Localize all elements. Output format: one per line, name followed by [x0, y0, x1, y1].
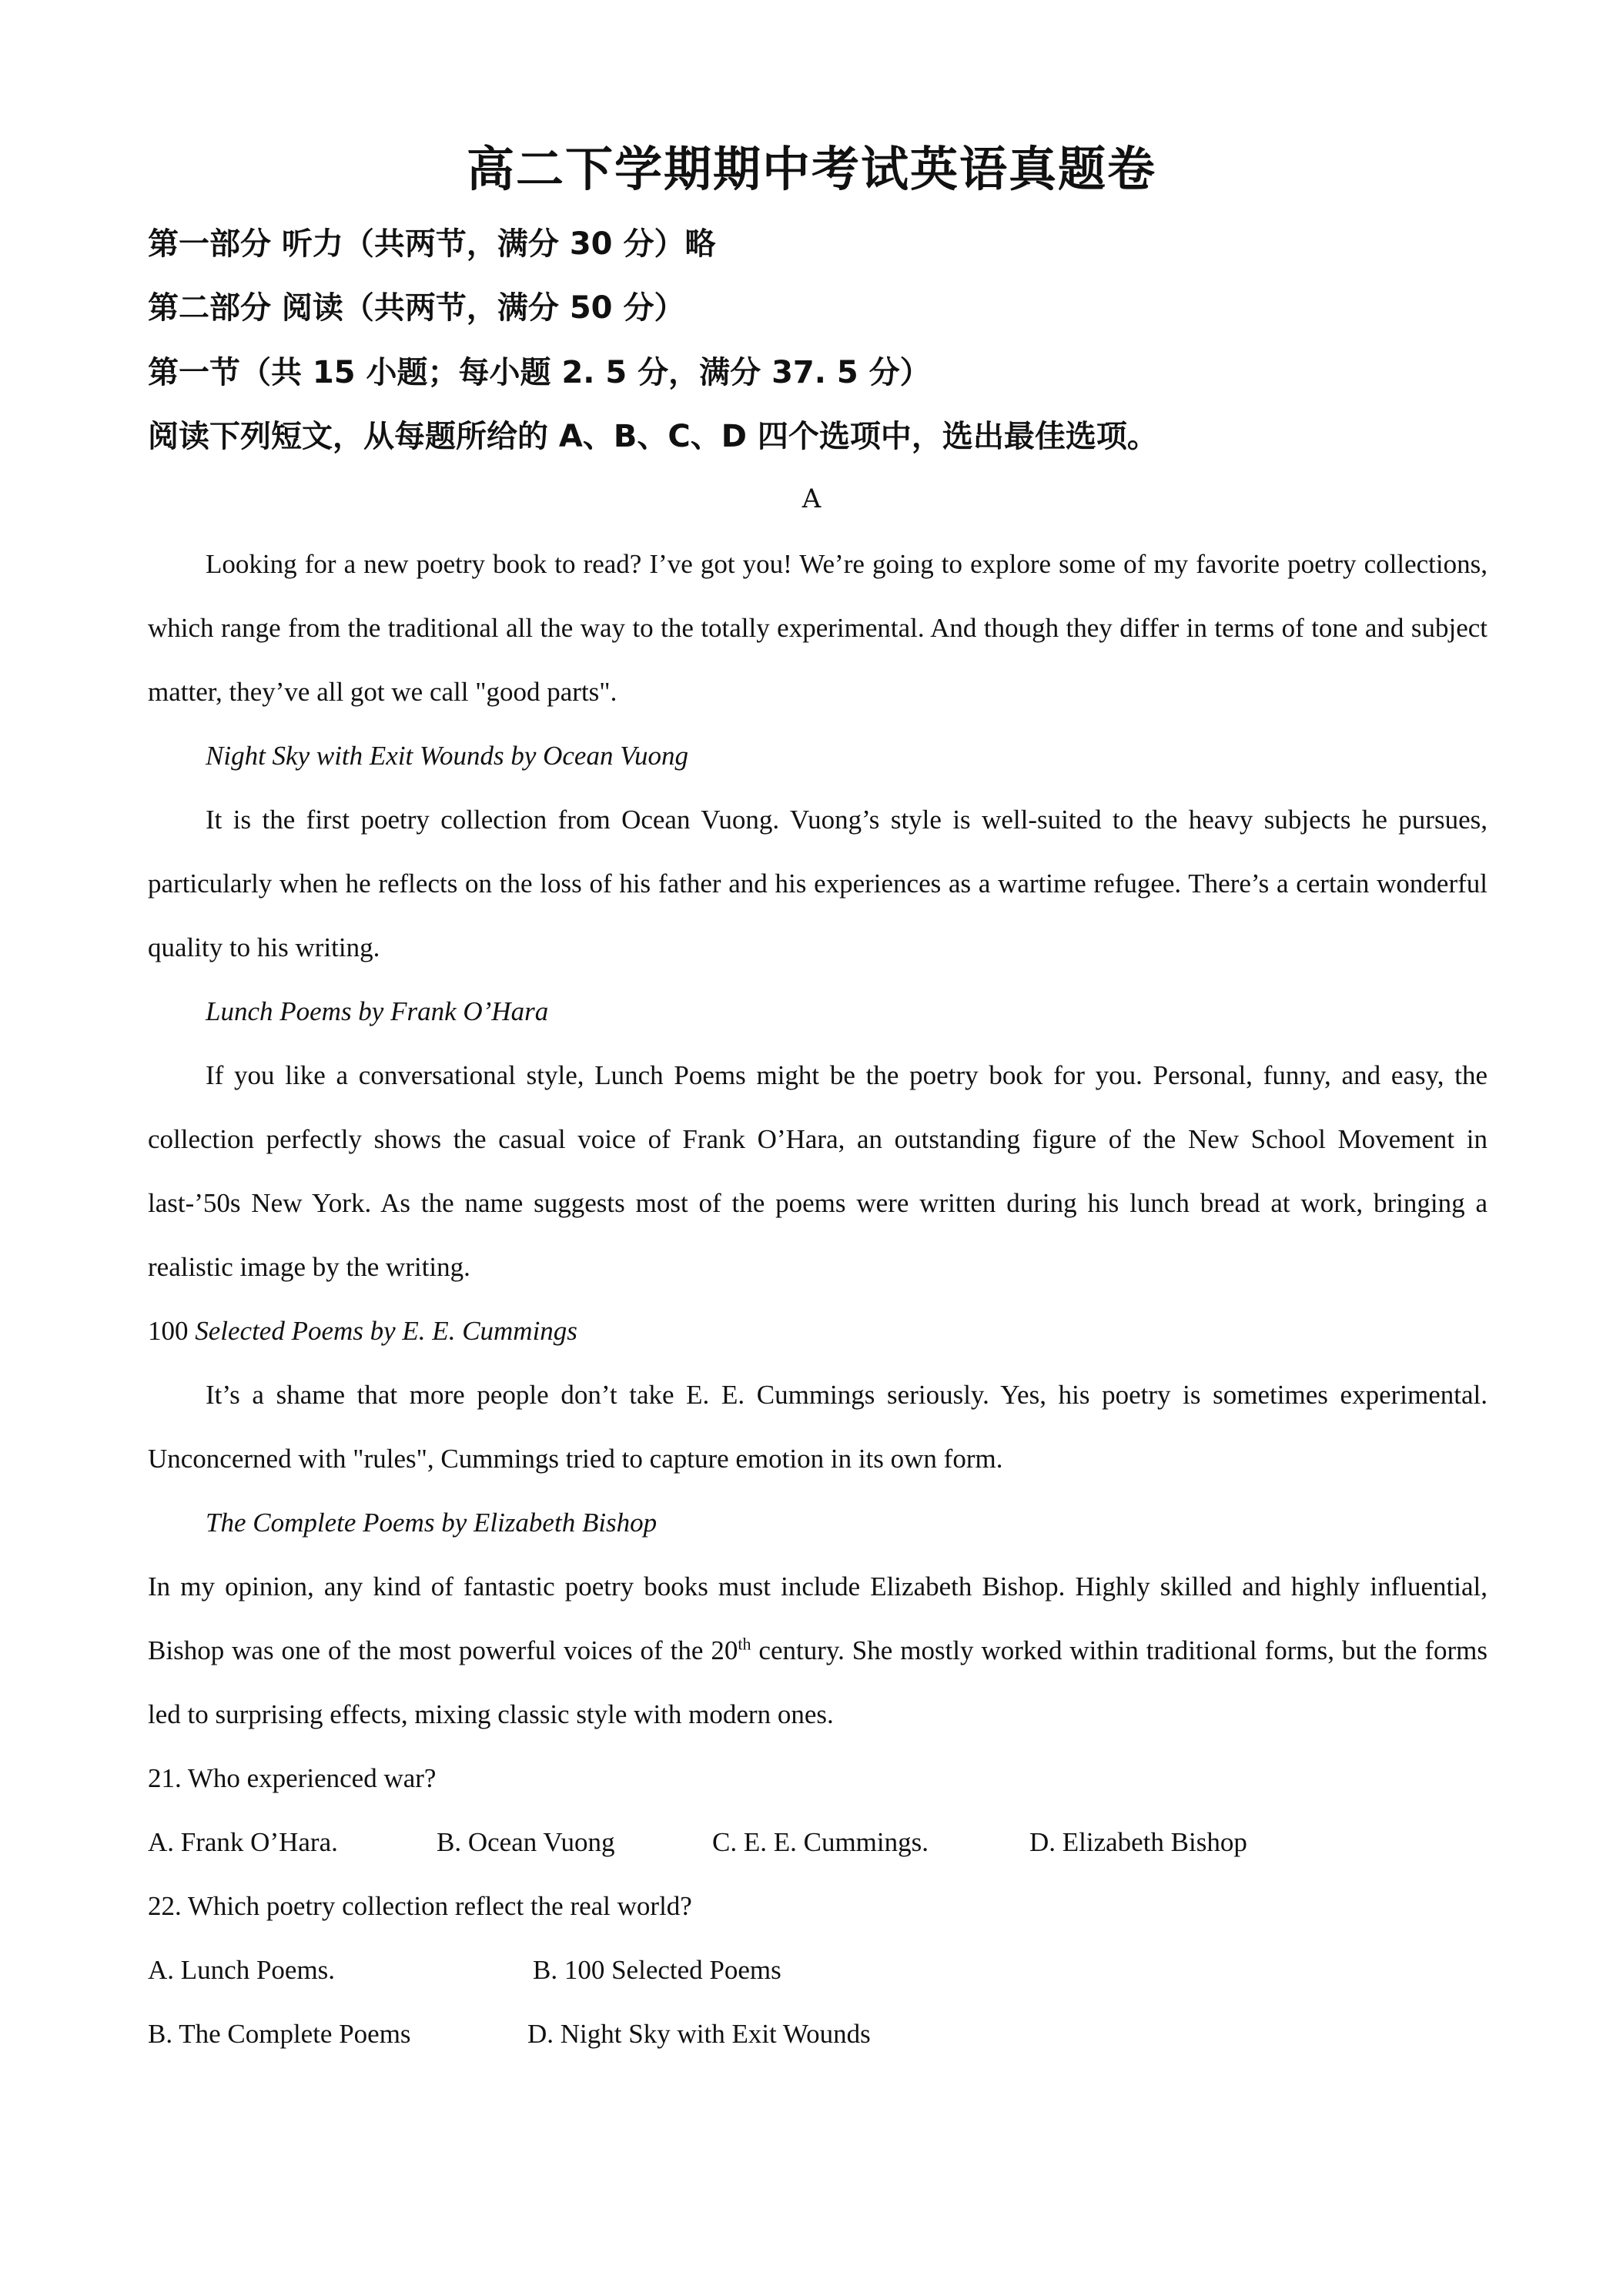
passage-label: A: [801, 484, 822, 514]
question-21-stem: 21. Who experienced war?: [148, 1763, 437, 1793]
question-21-option-d: D. Elizabeth Bishop: [1029, 1827, 1247, 1857]
question-21-options: [148, 1810, 1487, 1874]
section-heading-reading: 第二部分 阅读（共两节，满分 50 分）: [148, 290, 685, 326]
book-desc-1: It is the first poetry collection from Ocean Vuong. Vuong’s style is well-suited to the heavy subjects he pursues, particularly when he reflects on the loss of his father and his experiences as a wartime refugee. There’s a certain wonderful quality to his writing.: [148, 805, 1487, 962]
book-title-3-number: 100: [148, 1316, 189, 1346]
book-desc-4-part2: century. She mostly worked within traditional forms, but the forms led to surprising effects, mixing classic style with modern ones.: [148, 1635, 1487, 1729]
book-title-2: Lunch Poems by Frank O’Hara: [206, 996, 549, 1026]
section-heading-listening: 第一部分 听力（共两节，满分 30 分）略: [148, 226, 716, 262]
book-desc-4: [148, 1555, 1487, 1746]
passage-body: [148, 532, 1487, 2066]
book-title-3: [148, 1299, 1487, 1363]
book-title-3-text: Selected Poems by E. E. Cummings: [195, 1316, 577, 1346]
instructions: 阅读下列短文，从每题所给的 A、B、C、D 四个选项中，选出最佳选项。: [148, 419, 1158, 454]
question-22-option-d: D. Night Sky with Exit Wounds: [527, 2019, 871, 2049]
question-22-option-a: A. Lunch Poems.: [148, 1955, 336, 1985]
question-22-options-row2: [148, 2002, 1487, 2066]
question-21-option-b: B. Ocean Vuong: [437, 1827, 615, 1857]
question-21-option-a: A. Frank O’Hara.: [148, 1827, 338, 1857]
book-title-4: The Complete Poems by Elizabeth Bishop: [206, 1508, 658, 1538]
book-title-1: Night Sky with Exit Wounds by Ocean Vuong: [206, 741, 688, 771]
question-22-option-b: B. 100 Selected Poems: [533, 1955, 781, 1985]
question-21-option-c: C. E. E. Cummings.: [712, 1827, 929, 1857]
question-22-stem: 22. Which poetry collection reflect the real world?: [148, 1891, 692, 1921]
subsection-heading: 第一节（共 15 小题；每小题 2. 5 分，满分 37. 5 分）: [148, 355, 931, 390]
intro-paragraph: Looking for a new poetry book to read? I’ve got you! We’re going to explore some of my favorite poetry collections, which range from the traditional all the way to the totally experimental. And though they differ in terms of tone and subject matter, they’ve all got we call "good parts".: [148, 549, 1487, 707]
question-22-option-c: B. The Complete Poems: [148, 2019, 411, 2049]
page-title: 高二下学期期中考试英语真题卷: [466, 141, 1156, 197]
book-desc-2: If you like a conversational style, Lunch Poems might be the poetry book for you. Personal, funny, and easy, the collection perfectly shows the casual voice of Frank O’Hara, an outstanding figure of the New School Movement in last-’50s New York. As the name suggests most of the poems were written during his lunch bread at work, bringing a realistic image by the writing.: [148, 1060, 1487, 1282]
book-desc-4-part1: In my opinion, any kind of fantastic poetry books must include Elizabeth Bishop. Highly skilled and highly influential, Bishop was one of the most powerful voices of the 20: [148, 1571, 1487, 1665]
question-22-options-row1: [148, 1938, 1487, 2002]
book-desc-4-superscript: th: [738, 1634, 751, 1654]
book-desc-3: It’s a shame that more people don’t take E. E. Cummings seriously. Yes, his poetry is sometimes experimental. Unconcerned with "rules", Cummings tried to capture emotion in its own form.: [148, 1380, 1487, 1474]
